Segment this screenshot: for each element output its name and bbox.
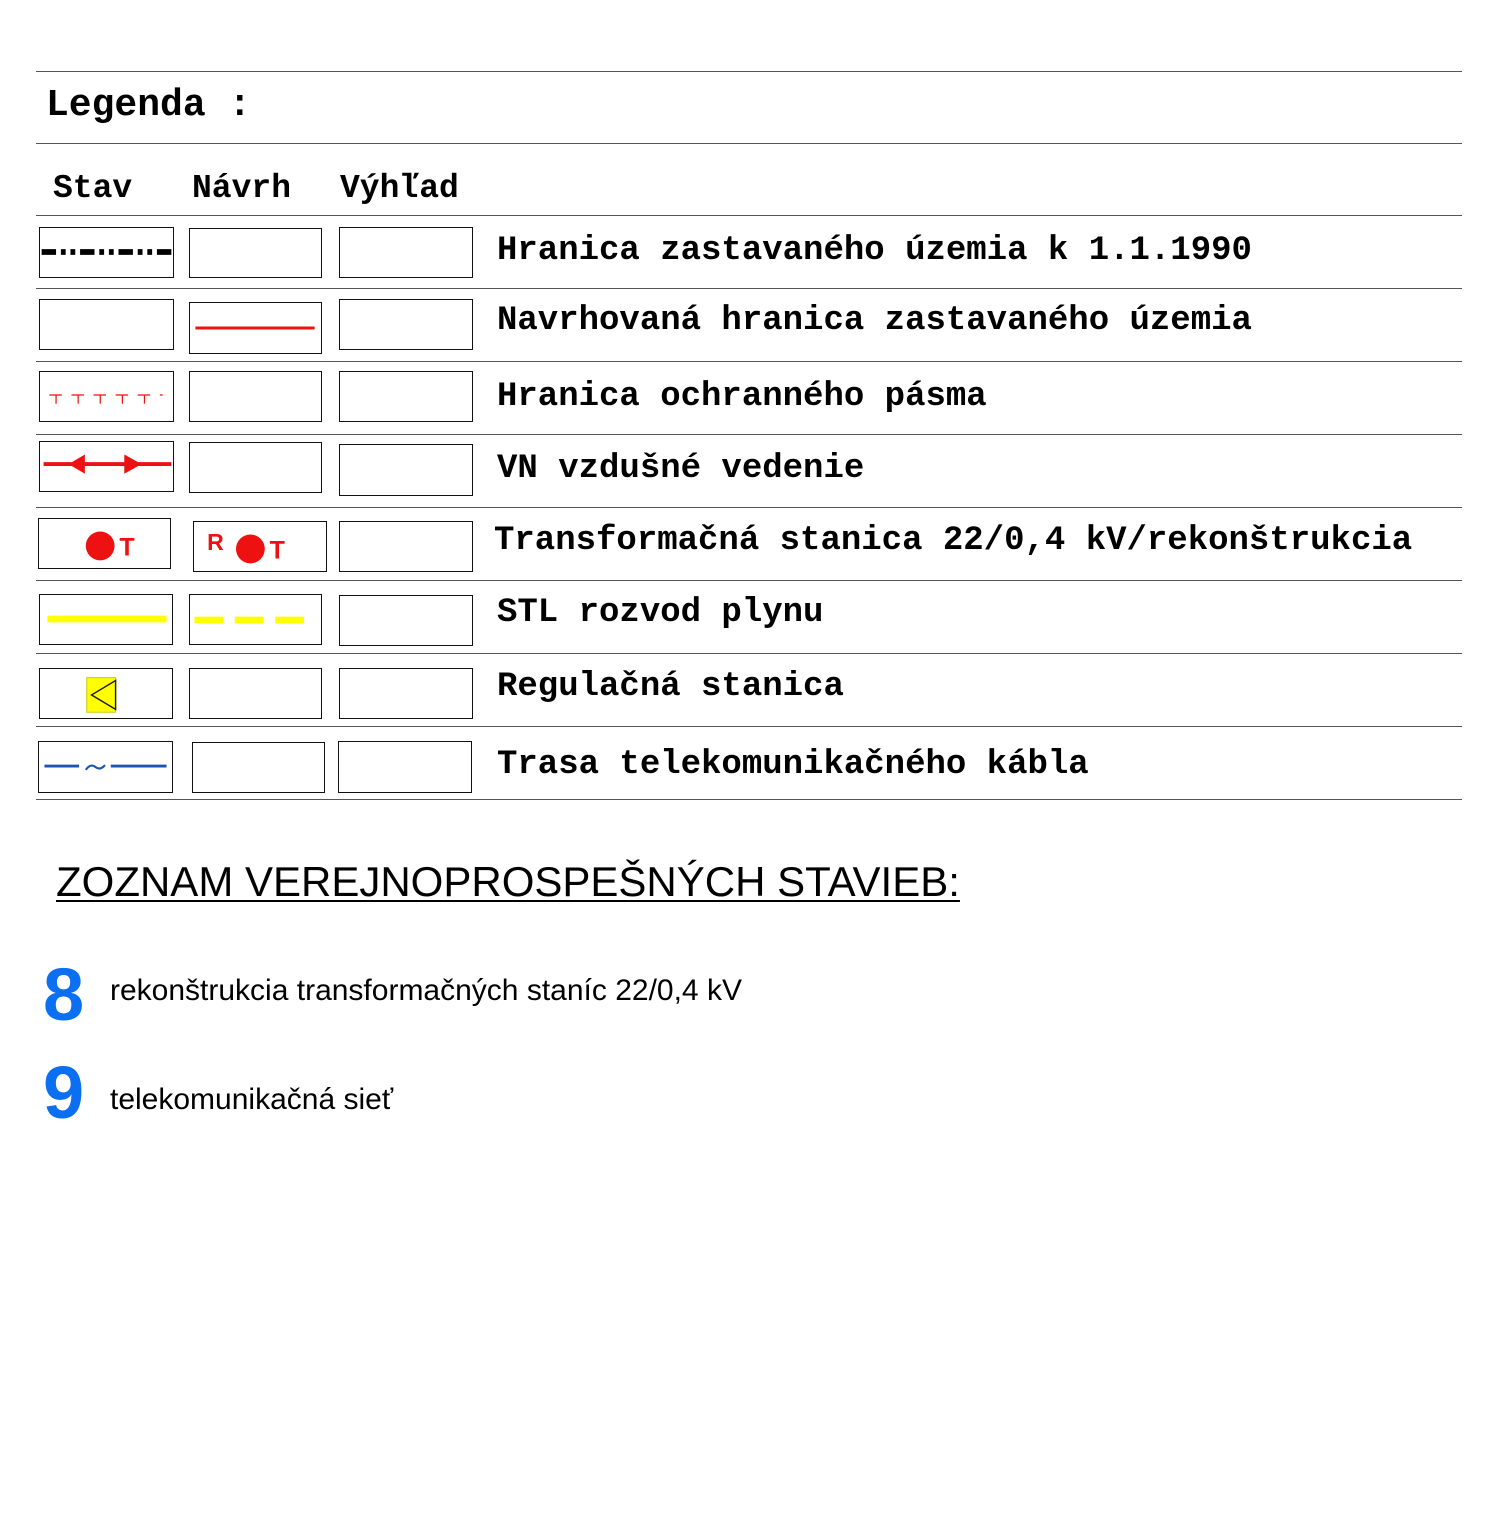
stav-symbol-box xyxy=(39,441,174,492)
stav-symbol-box xyxy=(39,227,174,278)
row-rule xyxy=(36,507,1462,508)
stav-symbol-box xyxy=(38,741,173,793)
legend-row-label: Trasa telekomunikačného kábla xyxy=(497,746,1089,784)
vyhlad-symbol-box xyxy=(339,668,473,719)
transformer-station-icon xyxy=(39,519,170,568)
stav-symbol-box xyxy=(39,371,174,422)
row-rule xyxy=(36,288,1462,289)
public-works-title: ZOZNAM VEREJNOPROSPEŠNÝCH STAVIEB: xyxy=(56,858,960,905)
navrh-symbol-box xyxy=(193,521,327,572)
column-header-stav: Stav xyxy=(53,170,133,207)
public-works-number: 9 xyxy=(43,1051,85,1134)
legend-row-label: VN vzdušné vedenie xyxy=(497,450,865,488)
legend-row-label: Regulačná stanica xyxy=(497,668,844,706)
legend-row-label: STL rozvod plynu xyxy=(497,594,824,632)
red-arrow-line-icon xyxy=(40,442,173,491)
row-rule xyxy=(36,653,1462,654)
title-rule xyxy=(36,143,1462,144)
navrh-symbol-box xyxy=(189,302,322,354)
row-rule xyxy=(36,726,1462,727)
blue-cable-line-icon xyxy=(39,742,172,792)
vyhlad-symbol-box xyxy=(339,299,473,350)
yellow-solid-line-icon xyxy=(40,595,172,644)
red-tick-line-icon xyxy=(40,372,173,421)
reconstruction-letter: R xyxy=(207,528,224,555)
vyhlad-symbol-box xyxy=(339,521,473,572)
navrh-symbol-box xyxy=(192,742,325,793)
column-header-vyhlad: Výhľad xyxy=(340,170,459,207)
row-rule xyxy=(36,434,1462,435)
navrh-symbol-box xyxy=(189,442,322,493)
red-solid-line-icon xyxy=(190,303,321,353)
legend-row-label: Navrhovaná hranica zastavaného územia xyxy=(497,302,1252,340)
navrh-symbol-box xyxy=(189,371,322,422)
vyhlad-symbol-box xyxy=(339,371,473,422)
stav-symbol-box xyxy=(39,668,173,719)
row-rule xyxy=(36,361,1462,362)
transformer-reconstruction-icon xyxy=(194,522,326,571)
stav-symbol-box xyxy=(38,518,171,569)
navrh-symbol-box xyxy=(189,228,322,278)
navrh-symbol-box xyxy=(189,668,322,719)
legend-row-label: Transformačná stanica 22/0,4 kV/rekonštrukcia xyxy=(494,522,1413,560)
column-header-navrh: Návrh xyxy=(192,170,292,207)
legend-row-label: Hranica ochranného pásma xyxy=(497,378,987,416)
stav-symbol-box xyxy=(39,299,174,350)
navrh-symbol-box xyxy=(189,594,322,645)
row-rule xyxy=(36,580,1462,581)
regulating-station-icon xyxy=(40,669,172,718)
transformer-letter: T xyxy=(269,536,285,565)
top-rule xyxy=(36,71,1462,72)
black-dash-dot-line-icon xyxy=(40,228,173,277)
public-works-text: rekonštrukcia transformačných staníc 22/0,4 kV xyxy=(110,974,742,1007)
yellow-dashed-line-icon xyxy=(190,595,321,644)
legend-title: Legenda : xyxy=(46,84,252,127)
vyhlad-symbol-box xyxy=(339,444,473,496)
header-rule xyxy=(36,215,1462,216)
legend-row-label: Hranica zastavaného územia k 1.1.1990 xyxy=(497,232,1252,270)
transformer-letter: T xyxy=(119,533,135,562)
vyhlad-symbol-box xyxy=(339,595,473,646)
public-works-number: 8 xyxy=(43,953,85,1036)
vyhlad-symbol-box xyxy=(338,741,472,793)
stav-symbol-box xyxy=(39,594,173,645)
vyhlad-symbol-box xyxy=(339,227,473,278)
bottom-rule xyxy=(36,799,1462,800)
public-works-text: telekomunikačná sieť xyxy=(110,1083,394,1116)
